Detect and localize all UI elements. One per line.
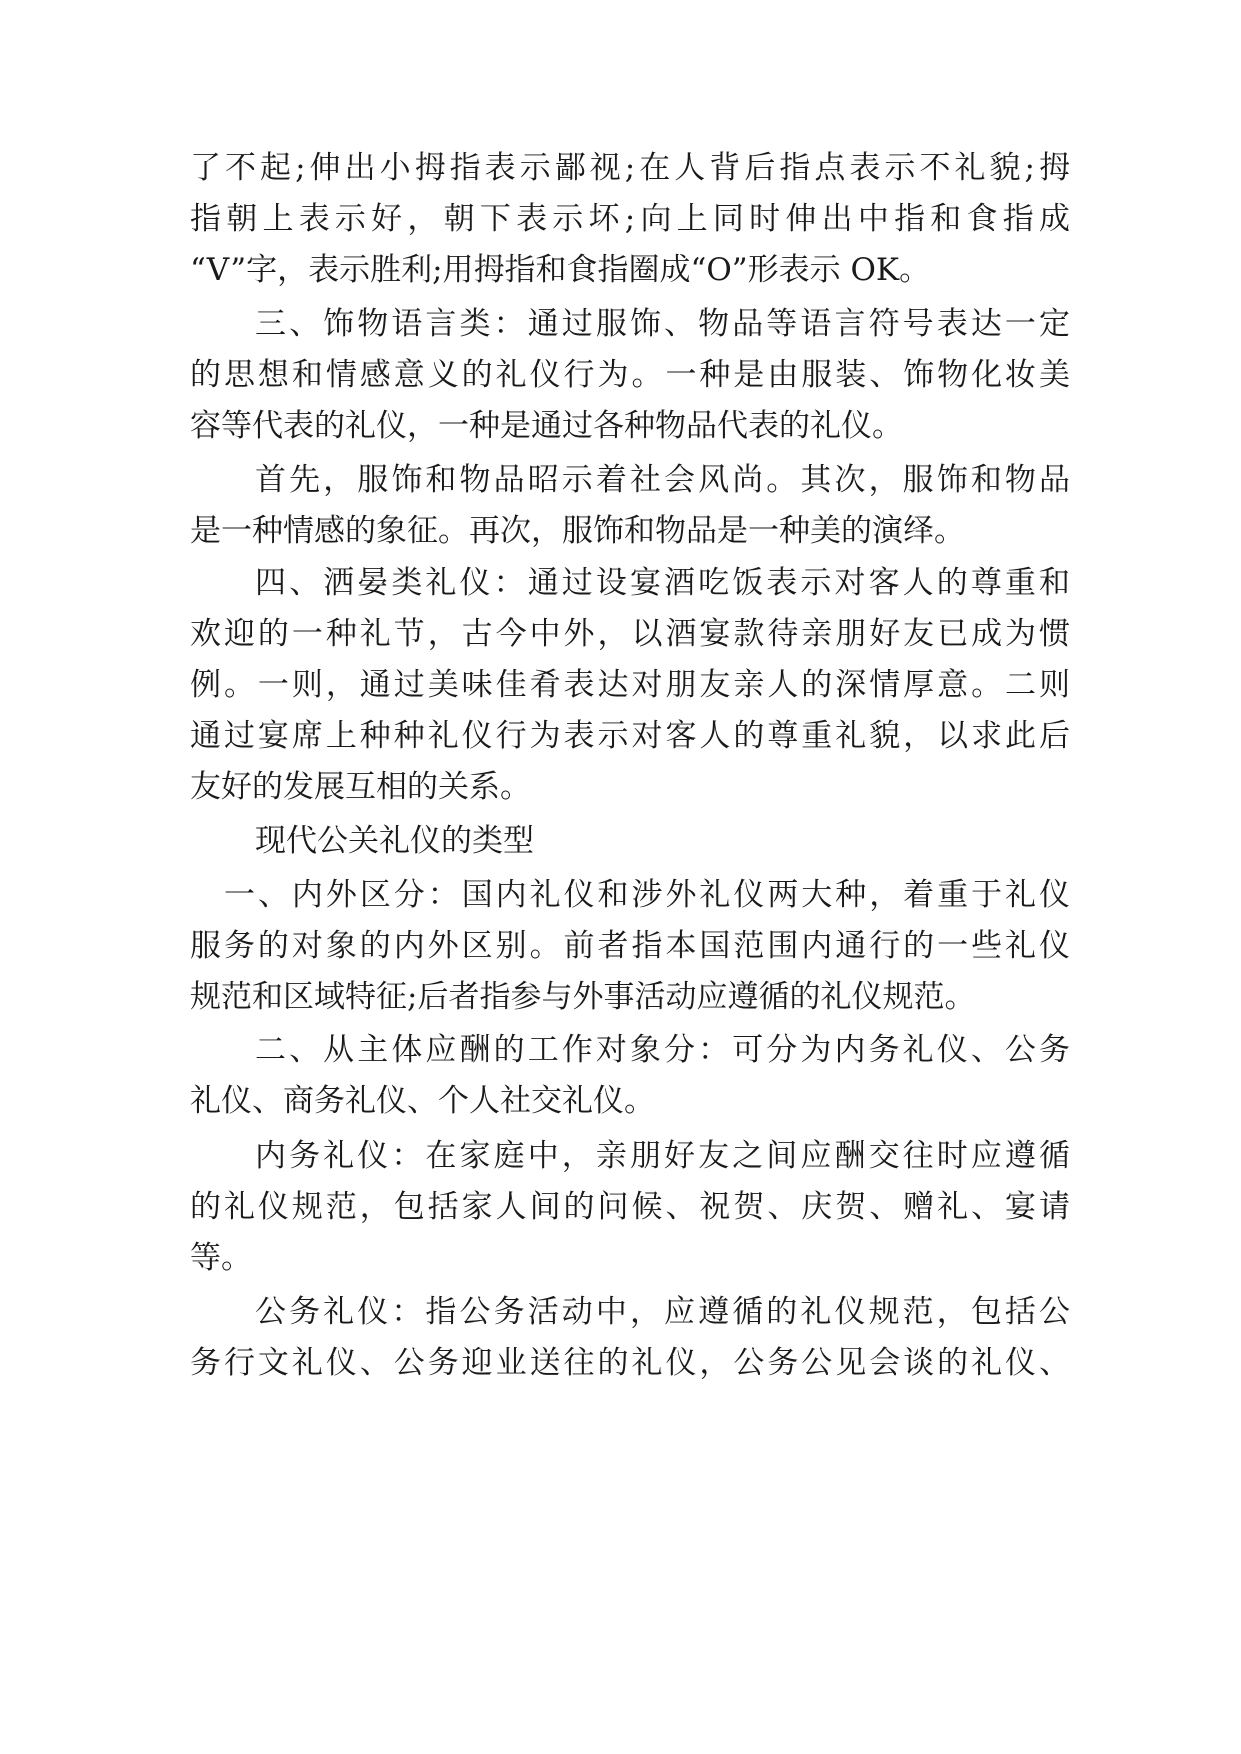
paragraph-heading-line: 四、洒晏类礼仪：通过设宴酒吃饭表示对客人的尊重和 [255, 565, 1070, 601]
text-line: 服务的对象的内外区别。前者指本国范围内通行的一些礼仪 [190, 928, 1070, 964]
text-line: 容等代表的礼仪，一种是通过各种物品代表的礼仪。 [190, 408, 903, 444]
text-line: 的思想和情感意义的礼仪行为。一种是由服装、饰物化妆美 [190, 357, 1070, 393]
text-line: 内务礼仪：在家庭中，亲朋好友之间应酬交往时应遵循 [255, 1138, 1070, 1174]
text-line: 务行文礼仪、公务迎业送往的礼仪，公务公见会谈的礼仪、 [190, 1345, 1070, 1381]
text-line: 的礼仪规范，包括家人间的问候、祝贺、庆贺、赠礼、宴请 [190, 1189, 1070, 1225]
text-line: 通过宴席上种种礼仪行为表示对客人的尊重礼貌，以求此后 [190, 718, 1070, 754]
paragraph-heading-line: 三、饰物语言类：通过服饰、物品等语言符号表达一定 [255, 306, 1070, 342]
text-line: 等。 [190, 1240, 252, 1276]
section-heading: 现代公关礼仪的类型 [255, 823, 534, 859]
text-line: 规范和区域特征;后者指参与外事活动应遵循的礼仪规范。 [190, 979, 976, 1015]
text-line: 友好的发展互相的关系。 [190, 769, 531, 805]
text-line: 例。一则，通过美味佳肴表达对朋友亲人的深情厚意。二则 [190, 667, 1070, 703]
paragraph-heading-line: 一、内外区分：国内礼仪和涉外礼仪两大种，着重于礼仪 [224, 877, 1070, 913]
text-line: 首先，服饰和物品昭示着社会风尚。其次，服饰和物品 [255, 462, 1070, 498]
paragraph-heading-line: 二、从主体应酬的工作对象分：可分为内务礼仪、公务 [255, 1032, 1070, 1068]
text-line: 欢迎的一种礼节，古今中外，以酒宴款待亲朋好友已成为惯 [190, 616, 1070, 652]
text-line: 礼仪、商务礼仪、个人社交礼仪。 [190, 1083, 655, 1119]
text-line: 指朝上表示好，朝下表示坏;向上同时伸出中指和食指成 [190, 201, 1070, 237]
text-line: 了不起;伸出小拇指表示鄙视;在人背后指点表示不礼貌;拇 [190, 150, 1070, 186]
text-line: 是一种情感的象征。再次，服饰和物品是一种美的演绎。 [190, 513, 965, 549]
text-line: “V”字，表示胜利;用拇指和食指圈成“O”形表示 OK。 [190, 252, 931, 288]
text-line: 公务礼仪：指公务活动中，应遵循的礼仪规范，包括公 [255, 1294, 1070, 1330]
